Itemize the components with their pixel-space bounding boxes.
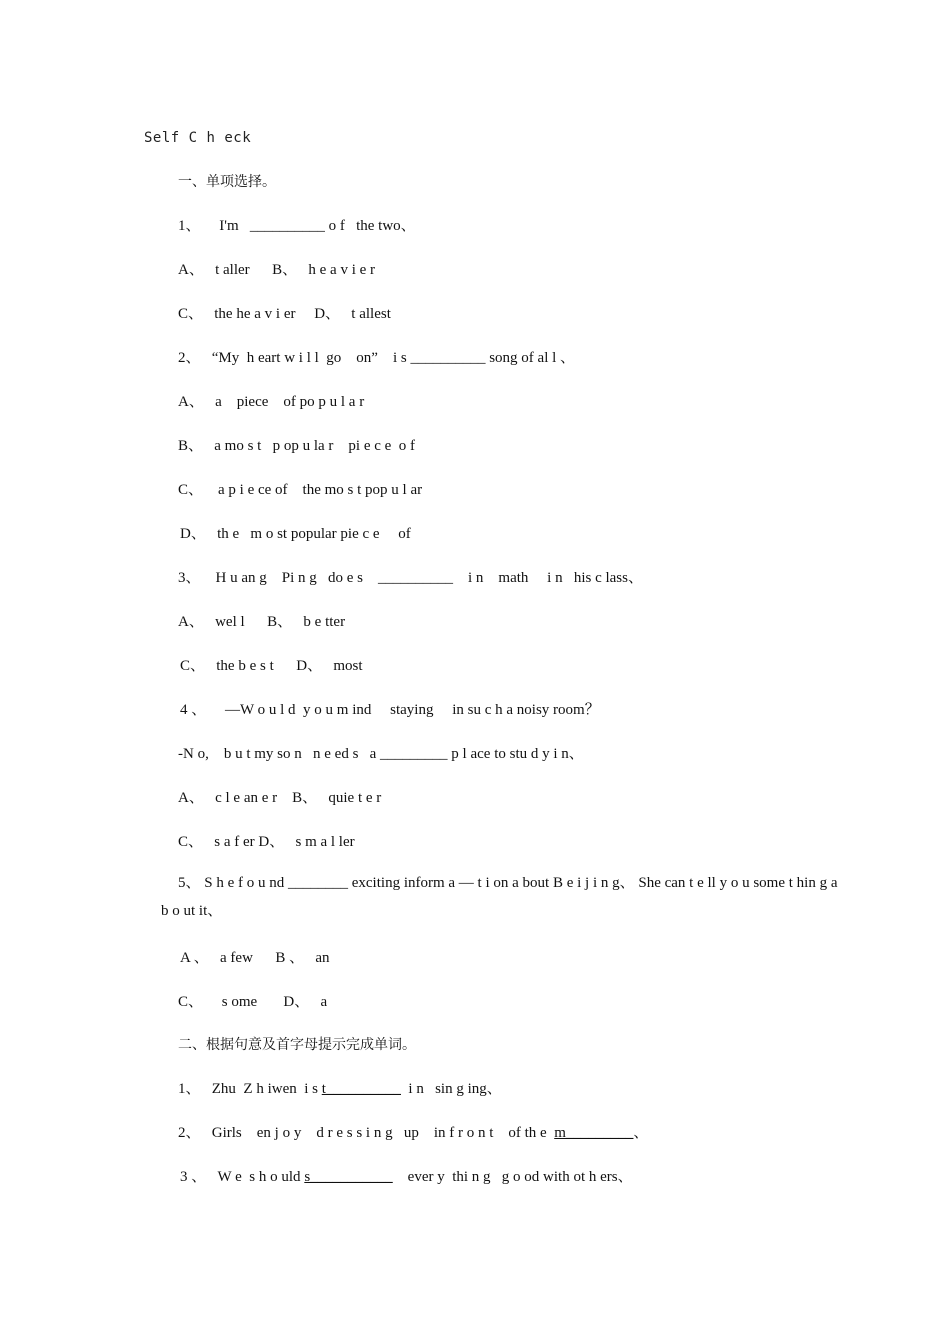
q3-options-ab: A、 wel l B、 b e tter [178,614,346,630]
q5-options-ab: A 、 a few B 、 an [180,950,330,966]
q2-option-b: B、 a mo s t p op u la r pi e c e o f [178,438,416,454]
answer-blank: t__________ [321,1081,401,1097]
q5-options-cd: C、 s ome D、 a [178,994,328,1010]
answer-blank: m_________ [554,1125,634,1141]
section1-heading: 一、单项选择。 [178,174,276,190]
q4-options-cd: C、 s a f er D、 s m a l ler [178,834,355,850]
q1-options-ab: A、 t aller B、 h e a v i e r [178,262,376,278]
answer-blank: s___________ [304,1169,393,1185]
q2-option-c: C、 a p i e ce of the mo s t pop u l ar [178,482,423,498]
q4-reply: -N o, b u t my so n n e ed s a _________ p l ace to stu d y i n、 [178,746,584,762]
q2-stem: 2、 “My h eart w i l l go on” i s __________ song of al l 、 [178,350,576,366]
fill-item-text: i n sin g ing、 [400,1081,502,1097]
q1-options-cd: C、 the he a v i er D、 t allest [178,306,391,322]
fill-item-2 [178,1123,648,1143]
q1-stem: 1、 I'm __________ o f the two、 [178,218,416,234]
fill-item-text: 1、 Zhu Z h iwen i s [178,1081,322,1097]
section2-heading: 二、根据句意及首字母提示完成单词。 [178,1037,416,1053]
fill-item-1 [178,1079,502,1099]
fill-item-text: ever y thi n g g o od with ot h ers、 [392,1169,633,1185]
q5-stem: 5、 S h e f o u nd ________ exciting inform a — t i on a bout B e i j i n g、 She can t e ll y o u some t hin g a b o ut it、 [161,875,838,919]
fill-item-text: 2、 Girls en j o y d r e s s i n g up in f r o n t of th e [178,1125,555,1141]
q2-option-d: D、 th e m o st popular pie c e of [180,526,411,542]
q4-options-ab: A、 c l e an e r B、 quie t e r [178,790,382,806]
page-title: Self C h eck [144,130,252,146]
q2-option-a: A、 a piece of po p u l a r [178,394,365,410]
q3-stem: 3、 H u an g Pi n g do e s __________ i n math i n his c lass、 [178,570,643,586]
q4-stem: 4 、 —W o u l d y o u m ind staying in su c h a noisy room？ [180,702,600,718]
q3-options-cd: C、 the b e s t D、 most [180,658,363,674]
fill-item-text: 3 、 W e s h o uld [180,1169,305,1185]
fill-item-3 [180,1167,633,1187]
fill-item-text: 、 [633,1125,649,1141]
